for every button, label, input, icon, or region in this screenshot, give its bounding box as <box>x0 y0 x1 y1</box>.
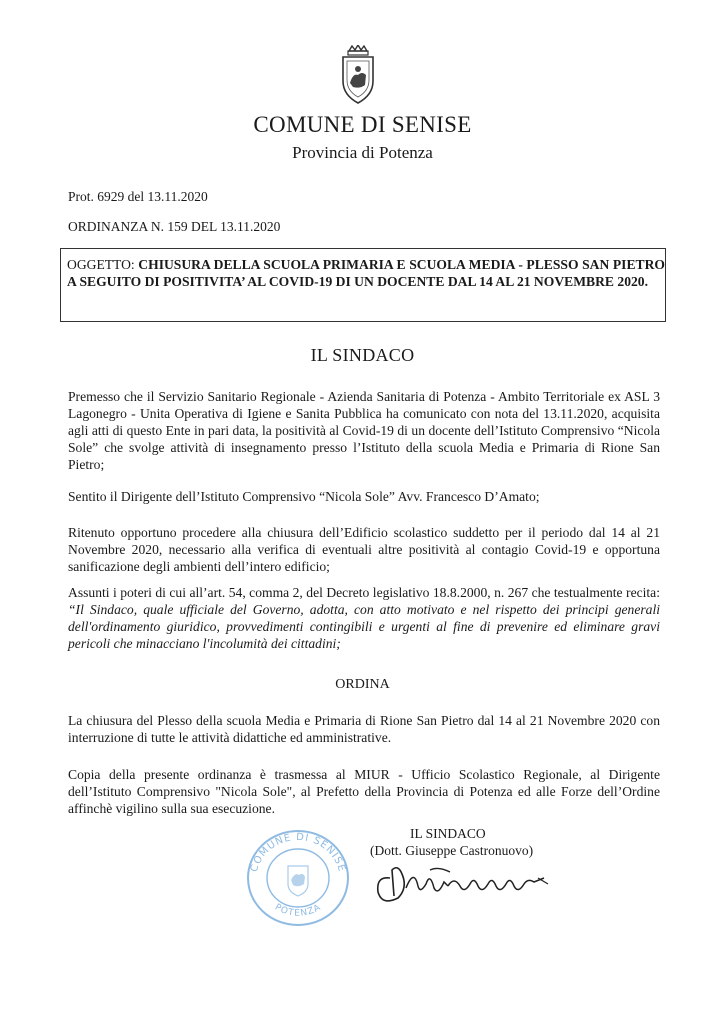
mayor-heading: IL SINDACO <box>310 345 415 365</box>
paragraph-assunti-intro: Assunti i poteri di cui all’art. 54, comma 2, del Decreto legislativo 18.8.2000, n. 267 che testualmente recita: <box>68 585 660 600</box>
legal-quote: “Il Sindaco, quale ufficiale del Governo, adotta, con atto motivato e nel rispetto dei principi generali dell'ordinamento giuridico, provvedimenti contingibili e urgenti al fine di prevenire ed eliminare gravi pericoli che minacciano l'incolumità dei cittadini; <box>68 602 660 651</box>
paragraph-copia: Copia della presente ordinanza è trasmessa al MIUR - Ufficio Scolastico Regionale, al Dirigente dell’Istituto Comprensivo "Nicola Sole", al Prefetto della Provincia di Potenza ed alle Forze dell’Ordine affinchè vigilino sulla sua esecuzione. <box>68 767 660 816</box>
province-subtitle: Provincia di Potenza <box>292 143 433 162</box>
ordinance-number: ORDINANZA N. 159 DEL 13.11.2020 <box>68 219 281 234</box>
subject-body: CHIUSURA DELLA SCUOLA PRIMARIA E SCUOLA MEDIA - PLESSO SAN PIETRO A SEGUITO DI POSITIVITA’ AL COVID-19 DI UN DOCENTE DAL 14 AL 21 NOVEMBRE 2020. <box>67 257 665 289</box>
signer-role: IL SINDACO <box>410 826 486 841</box>
paragraph-ritenuto: Ritenuto opportuno procedere alla chiusura dell’Edificio scolastico suddetto per il periodo dal 14 al 21 Novembre 2020, necessario alla verifica di eventuali altre positività al contagio Covid-19 e opportuna sanificazione degli ambienti dell’intero edificio; <box>68 525 660 574</box>
stamp-bottom-text: POTENZA <box>272 902 324 919</box>
subject-label: OGGETTO: <box>67 257 139 272</box>
paragraph-chiusura: La chiusura del Plesso della scuola Media e Primaria di Rione San Pietro dal 14 al 21 Novembre 2020 con interruzione di tutte le attività didattiche ed amministrative. <box>68 713 660 745</box>
stamp-top-text: COMUNE DI SENISE <box>248 831 348 874</box>
subject-text <box>67 256 665 290</box>
ordina-heading: ORDINA <box>335 677 390 692</box>
signer-name: (Dott. Giuseppe Castronuovo) <box>370 843 534 858</box>
official-stamp <box>238 822 358 932</box>
svg-text:COMUNE DI SENISE <box>249 832 347 874</box>
paragraph-premesso: Premesso che il Servizio Sanitario Regionale - Azienda Sanitaria di Potenza - Ambito Territoriale ex ASL 3 Lagonegro - Unita Operativa di Igiene e Sanita Pubblica ha comunicato con nota del 13.11.2020, acquisita agli atti di questo Ente in pari data, la positività al Covid-19 di un docente dell’Istituto Comprensivo “Nicola Sole” che svolge attività di insegnamento presso l’Istituto della scuola Media e Primaria di Rione San Pietro; <box>68 389 660 472</box>
protocol-number: Prot. 6929 del 13.11.2020 <box>68 189 208 204</box>
paragraph-sentito: Sentito il Dirigente dell’Istituto Comprensivo “Nicola Sole” Avv. Francesco D’Amato; <box>68 489 540 504</box>
municipality-title: COMUNE DI SENISE <box>253 112 472 137</box>
handwritten-signature <box>368 848 558 908</box>
svg-text:POTENZA <box>273 902 323 918</box>
paragraph-assunti <box>68 584 660 652</box>
coat-of-arms-icon <box>335 45 381 107</box>
